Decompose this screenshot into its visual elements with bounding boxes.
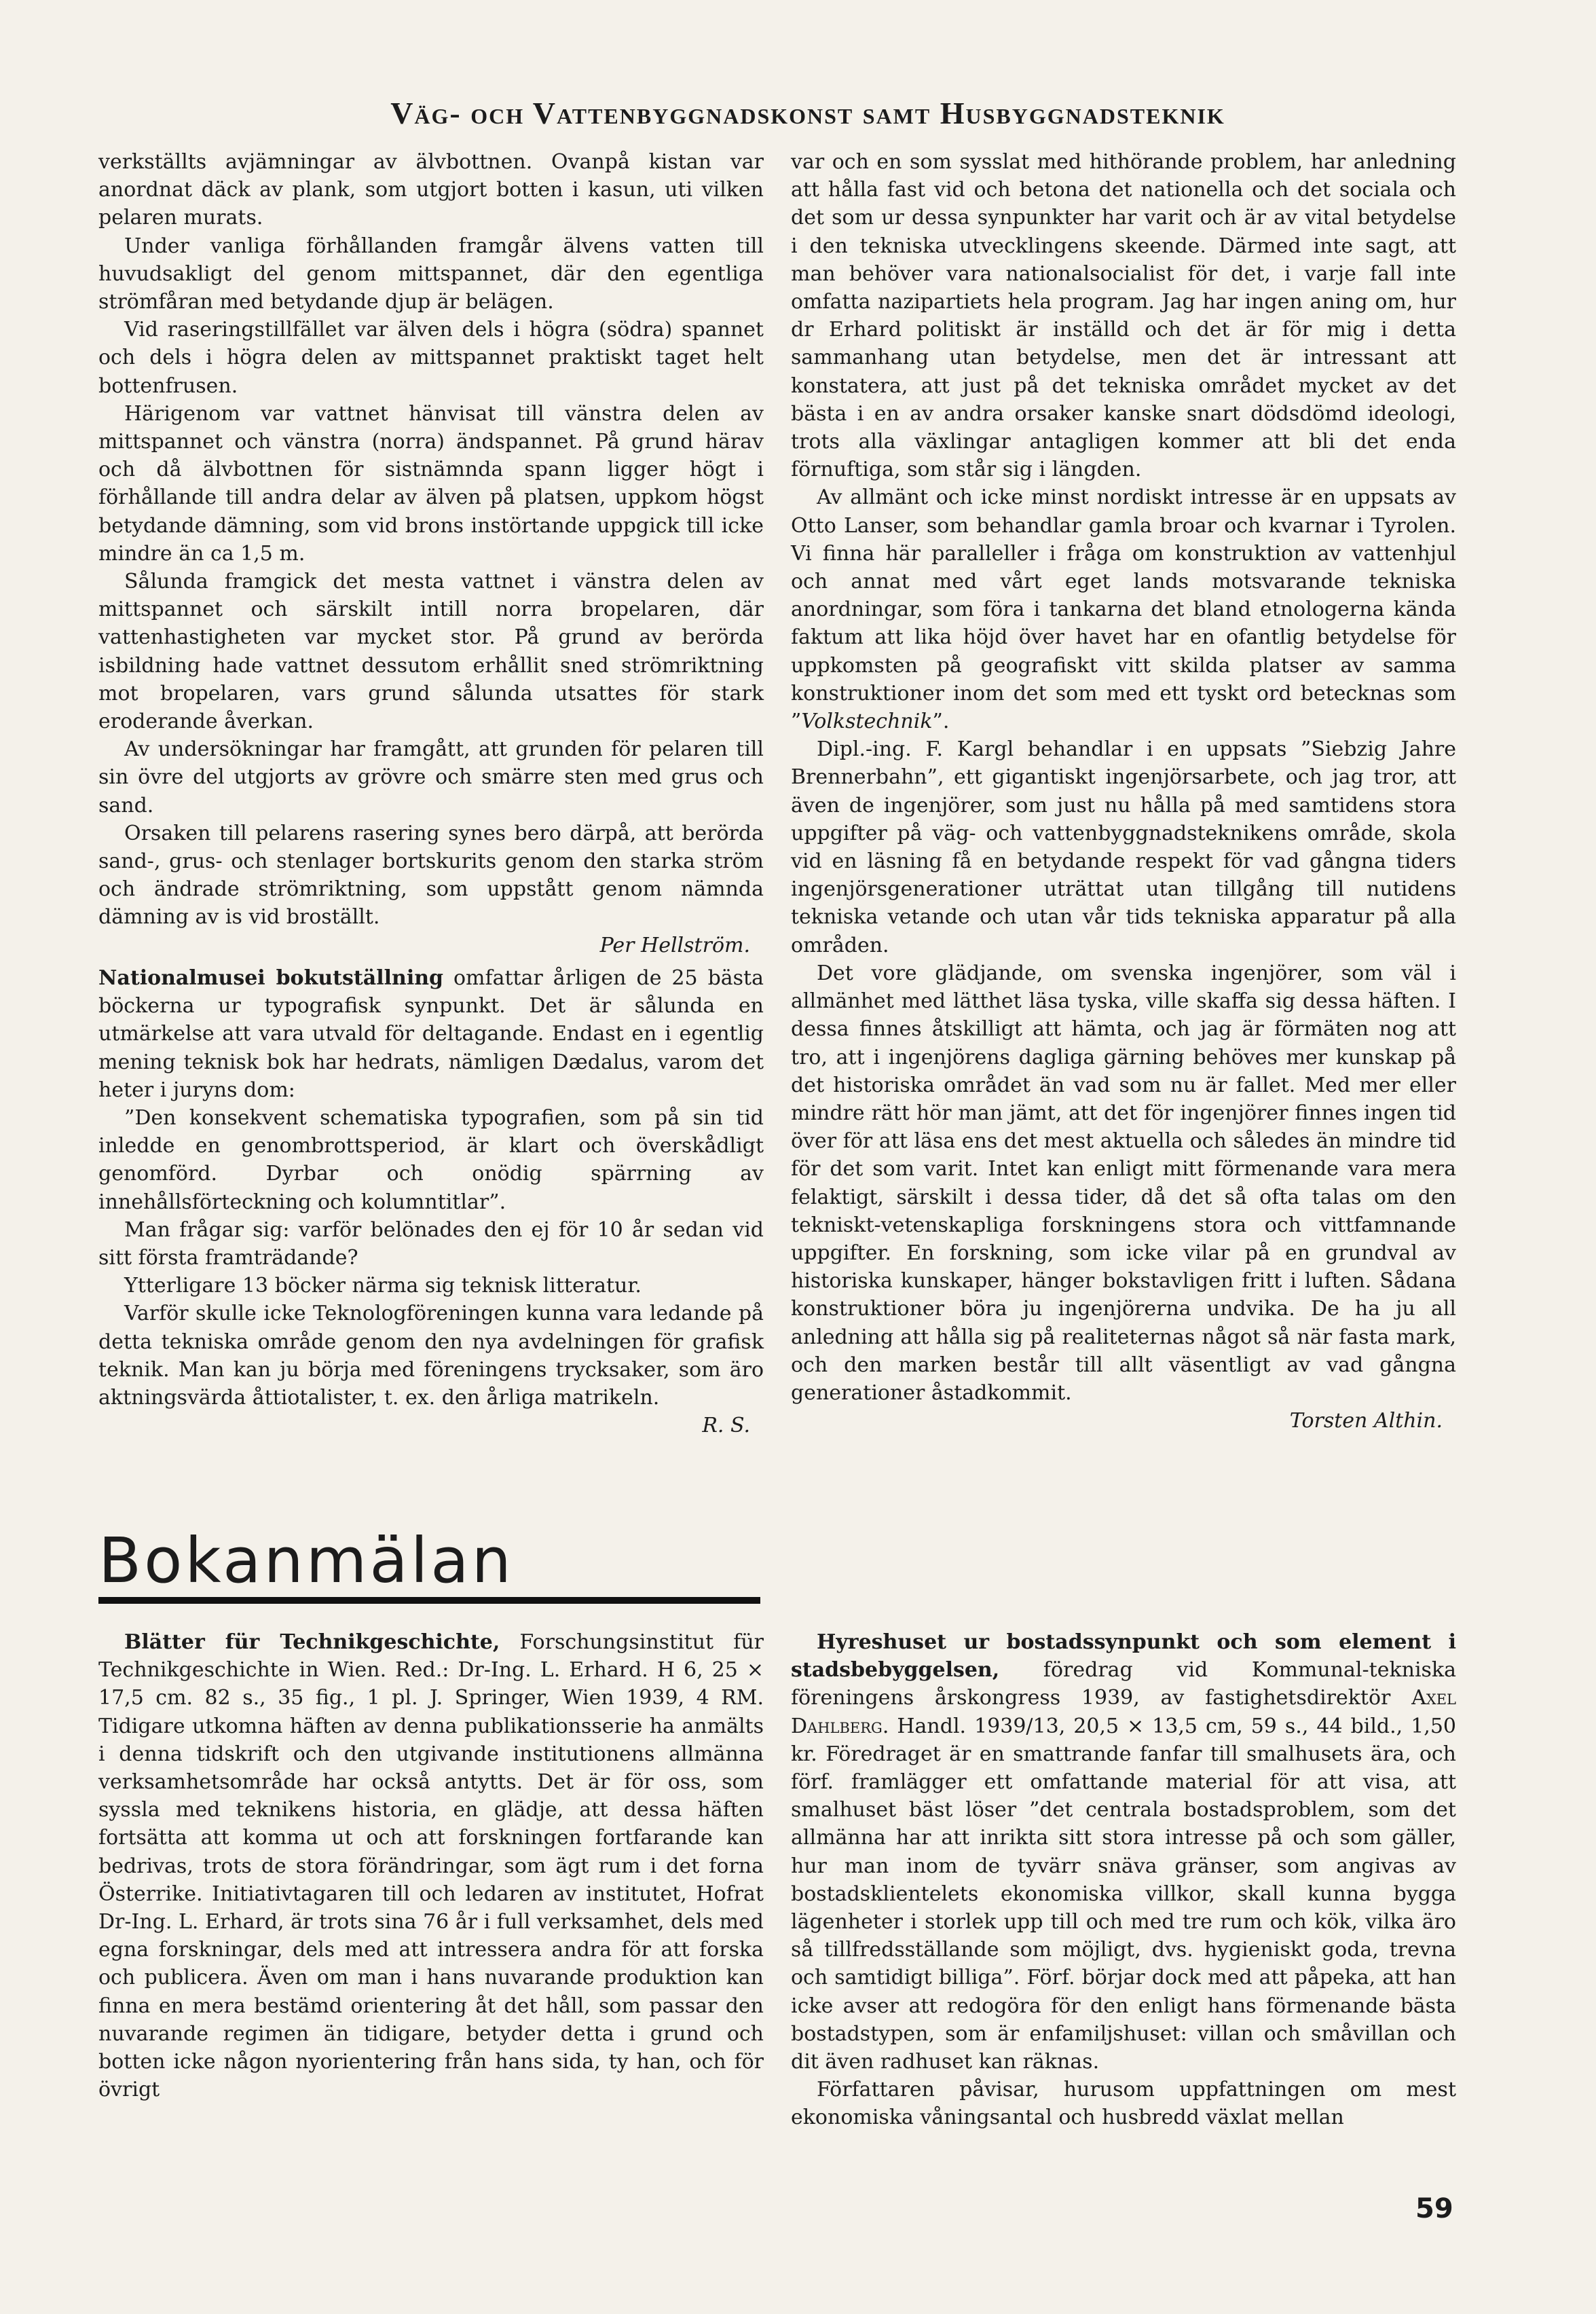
paragraph-text: Av allmänt och icke minst nordiskt intresse är en uppsats av Otto Lanser, som behandlar gamla broar och kvarnar i Tyrolen. Vi finna här paralleller i fråga om konstruktion av vattenhjul och annat med vårt eget lands motsvarande tekniska anordningar, som föra i tankarna det bland etnologerna kända faktum att lika höjd över havet har en ofantlig betydelse för uppkomsten på geografiskt vitt skilda platser av samma konstruktioner inom det som med ett tyskt ord betecknas som ” <box>791 485 1456 734</box>
paragraph: Dipl.-ing. F. Kargl behandlar i en uppsats ”Siebzig Jahre Brennerbahn”, ett gigantiskt ingenjörsarbete, och jag tror, att även de ingenjörer, som just nu hålla på med samtidens stora uppgifter på väg- och vattenbyggnadsteknikens område, skola vid en läsning få en betydande respekt för vad gångna tiders ingenjörsgenerationer uträttat utan tillgång till nutidens tekniska vetande och utan vår tids tekniska apparatur på alla områden. <box>791 737 1456 957</box>
review-author: Axel Dahlberg. <box>791 1686 1456 1738</box>
item-text: omfattar årligen de 25 bästa böckerna ur typografisk synpunkt. Det är sålunda en utmärkelse att vara utvald för deltagande. Endast en i egentlig mening teknisk bok har hedrats, nämligen Dædalus, varom det heter i juryns dom: <box>98 966 764 1102</box>
signature: Torsten Althin. <box>1289 1409 1443 1433</box>
museum-item <box>98 964 764 1439</box>
paragraph: Av undersökningar har framgått, att grunden för pelaren till sin övre del utgjorts av grövre och smärre sten med grus och sand. <box>98 737 764 818</box>
paragraph: Ytterligare 13 böcker närma sig teknisk litteratur. <box>124 1274 642 1298</box>
page-number: 59 <box>1415 2193 1453 2224</box>
paragraph: Det vore glädjande, om svenska ingenjörer, som väl i allmänhet med lätthet läsa tyska, ville skaffa sig dessa häften. I dessa finnes åtskilligt att hämta, och jag är förmäten nog att tro, att i ingenjörens dagliga gärning behöves mer kunskap på det historiska området än vad som nu är fallet. Med mer eller mindre rätt hör man jämt, att det för ingenjörer finnes ingen tid över för att läsa ens det mest aktuella och således än mindre tid för det som varit. Intet kan enligt mitt förmenande vara mera felaktigt, särskilt i dessa tider, då det så ofta talas om den tekniskt-vetenskapliga forskningens stora och vittfamnande uppgifter. En forskning, som icke vilar på en grundval av historiska kunskaper, hänger bokstavligen fritt i luften. Sådana konstruktioner böra ju ingenjörerna undvika. De ha ju all anledning att hålla sig på realiteternas något så när fasta mark, och den marken består till allt väsentligt av vad gångna generationer åstadkommit. <box>791 961 1456 1405</box>
paragraph <box>791 1628 1456 2076</box>
book-review-right <box>791 1628 1456 2132</box>
paragraph: Härigenom var vattnet hänvisat till vänstra delen av mittspannet och vänstra (norra) ändspannet. På grund härav och då älvbottnen för sistnämnda spann ligger högt i förhållande till andra delar av älven på platsen, uppkom högst betydande dämning, som vid brons instörtande uppgick till icke mindre än ca 1,5 m. <box>98 401 764 566</box>
review-title: Blätter für Technikgeschichte, <box>124 1630 500 1654</box>
paragraph <box>98 1628 764 2104</box>
review-text: Handl. 1939/13, 20,5 × 13,5 cm, 59 s., 44 bild., 1,50 kr. Föredraget är en smattrande fanfar till smalhusets ära, och förf. framlägger ett omfattande material för att visa, att smalhuset bäst löser ”det centrala bostadsproblem, som det allmänna har att inrikta sitt stora intresse på och som gäller, hur man inom de tyvärr snäva gränser, som angivas av bostadsklientelets ekonomiska villkor, skall kunna bygga lägenheter i storlek upp till och med tre rum och kök, vilka äro så tillfredsställande som möjligt, dvs. hygieniskt goda, trevna och samtidigt billiga”. Förf. börjar dock med att påpeka, att han icke avser att redogöra för den enligt hans förmenande bästa bostadstypen, som är enfamiljshuset: villan och småvillan och dit även radhuset kan räknas. <box>791 1714 1456 2074</box>
paragraph: var och en som sysslat med hithörande problem, har anledning att hålla fast vid och betona det nationella och det sociala och det som ur dessa synpunkter har varit och är av vital betydelse i den tekniska utvecklingens skeende. Därmed inte sagt, att man behöver vara nationalsocialist för det, i varje fall inte omfatta nazipartiets hela program. Jag har ingen aning om, hur dr Erhard politiskt är inställd och det är för mig i detta sammanhang utan betydelse, men det är intressant att konstatera, att just på det tekniska området mycket av det bästa i en av andra orsaker kanske snart dödsdömd ideologi, trots alla växlingar antagligen kommer att bli det enda förnuftiga, som står sig i längden. <box>791 150 1456 482</box>
book-review-left <box>98 1628 764 2104</box>
quote-paragraph: ”Den konsekvent schematiska typografien, som på sin tid inledde en genombrottsperiod, är klart och överskådligt genomförd. Dyrbar och onödig spärrning av innehållsförteckning och kolumntitlar”. <box>98 1106 764 1214</box>
review-text: föredrag vid Kommunal-tekniska föreningens årskongress 1939, av fastighetsdirektör <box>791 1658 1456 1710</box>
paragraph: Vid raseringstillfället var älven dels i högra (södra) spannet och dels i högra delen av mittspannet praktiskt taget helt bottenfrusen. <box>98 318 764 398</box>
signature: R. S. <box>702 1414 750 1438</box>
section-title: Bokanmälan <box>98 1524 514 1597</box>
paragraph: verkställts avjämningar av älvbottnen. Ovanpå kistan var anordnat däck av plank, som utgjort botten i kasun, uti vilken pelaren murats. <box>98 150 764 230</box>
paragraph: Orsaken till pelarens rasering synes bero därpå, att berörda sand-, grus- och stenlager bortskurits genom den starka ström och ändrade strömriktning, som uppstått genom nämnda dämning av is vid broställt. <box>98 821 764 930</box>
left-column-article <box>98 148 764 959</box>
review-text: Forschungsinstitut für Technikgeschichte in Wien. Red.: Dr-Ing. L. Erhard. H 6, 25 × 17,5 cm. 82 s., 35 fig., 1 pl. J. Springer, Wien 1939, 4 RM. Tidigare utkomna häften av denna publikationsserie ha anmälts i denna tidskrift och den utgivande institutionens allmänna verksamhetsområde har också antytts. Det är för oss, som syssla med teknikens historia, en glädje, att dessa häften fortsätta att komma ut och att forskningen fortfarande kan bedrivas, trots de stora förändringar, som ägt rum i det forna Österrike. Initiativtagaren till och ledaren av institutet, Hofrat Dr-Ing. L. Erhard, är trots sina 76 år i full verksamhet, dels med egna forskningar, dels med att intressera andra för att forska och publicera. Även om man i hans nuvarande produktion kan finna en mera bestämd orientering åt det håll, som passar den nuvarande regimen än tidigare, betyder detta i grund och botten icke någon nyorientering från hans sida, ty han, och för övrigt <box>98 1630 764 2102</box>
paragraph: Varför skulle icke Teknologföreningen kunna vara ledande på detta tekniska område genom den nya avdelningen för grafisk teknik. Man kan ju börja med föreningens trycksaker, som äro aktningsvärda åttiotalister, t. ex. den årliga matrikeln. <box>98 1302 764 1410</box>
paragraph: Under vanliga förhållanden framgår älvens vatten till huvudsakligt del genom mittspannet, där den egentliga strömfåran med betydande djup är belägen. <box>98 234 764 314</box>
paragraph-text: ”. <box>932 710 950 734</box>
review-title: Hyreshuset ur bostadssynpunkt och som element i stadsbebyggelsen, <box>791 1630 1456 1683</box>
item-lead: Nationalmusei bokutställning <box>98 966 444 990</box>
paragraph: Sålunda framgick det mesta vattnet i vänstra delen av mittspannet och särskilt intill norra bropelaren, där vattenhastigheten var mycket stor. På grund av berörda isbildning hade vattnet dessutom erhållit sned strömriktning mot bropelaren, vars grund sålunda utsattes för stark eroderande åverkan. <box>98 570 764 734</box>
paragraph <box>98 964 764 1104</box>
right-column-article <box>791 148 1456 1435</box>
section-rule <box>98 1597 760 1604</box>
paragraph: Man frågar sig: varför belönades den ej för 10 år sedan vid sitt första framträdande? <box>98 1217 764 1270</box>
paragraph <box>791 483 1456 735</box>
italic-term: Volkstechnik <box>801 710 933 734</box>
paragraph: Författaren påvisar, hurusom uppfattningen om mest ekonomiska våningsantal och husbredd växlat mellan <box>791 2078 1456 2130</box>
running-head: Väg- och Vattenbyggnadskonst samt Husbyggnadsteknik <box>390 96 1225 130</box>
signature: Per Hellström. <box>599 933 750 957</box>
